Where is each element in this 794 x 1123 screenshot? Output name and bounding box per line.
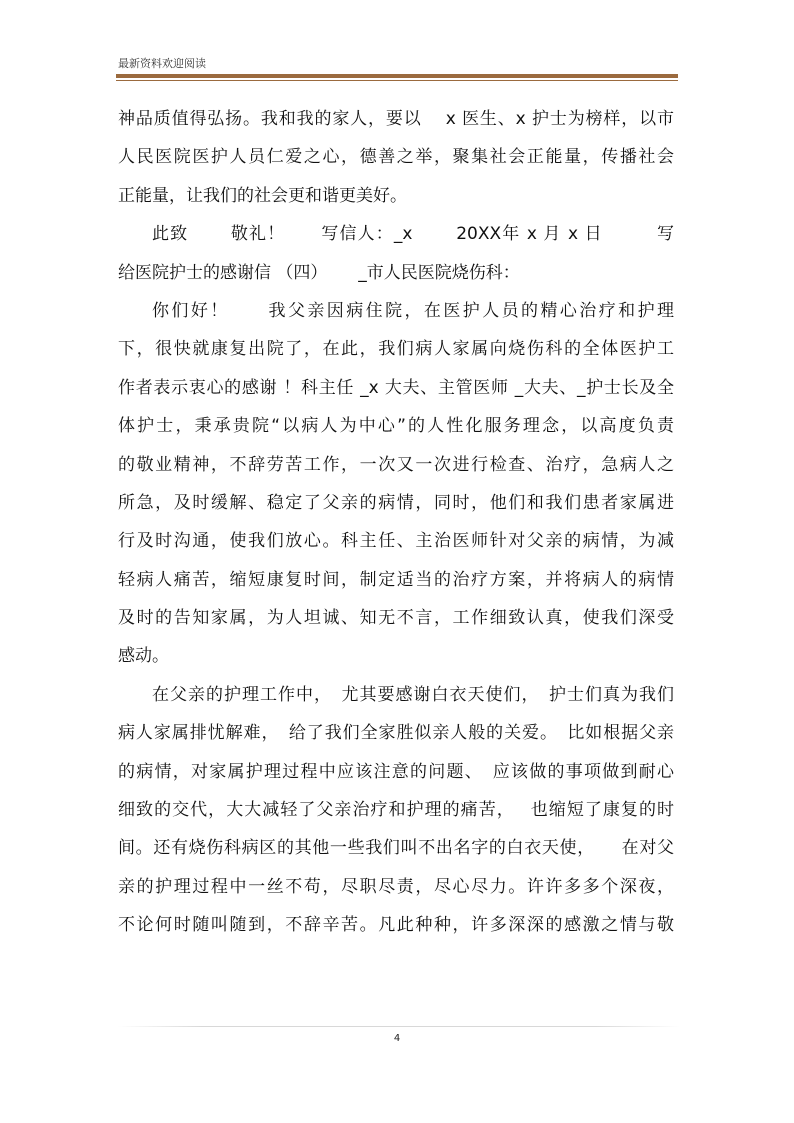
- text-line: 不论何时随叫随到，不辞辛苦。凡此种种，许多深深的感激之情与敬: [118, 915, 674, 936]
- text-line: 的敬业精神，不辞劳苦工作，一次又一次进行检查、治疗，急病人之: [118, 454, 674, 475]
- page-number: 4: [393, 1033, 401, 1044]
- body-text: [118, 100, 674, 945]
- text-line: 神品质值得弘扬。我和我的家人，要以 x 医生、x 护士为榜样，以市: [118, 109, 674, 129]
- text-line: 此致 敬礼！ 写信人：_x 20XX年 x 月 x 日 写: [152, 224, 674, 245]
- text-line: 病人家属排忧解难， 给了我们全家胜似亲人般的关爱。 比如根据父亲: [118, 723, 674, 744]
- text-line: 所急，及时缓解、稳定了父亲的病情，同时，他们和我们患者家属进: [118, 492, 674, 513]
- text-line: 作者表示衷心的感谢 ！科主任 _x 大夫、主管医师 _大夫、_护士长及全: [118, 377, 674, 398]
- text-line: 的病情，对家属护理过程中应该注意的问题、 应该做的事项做到耐心: [118, 761, 674, 782]
- text-line: 你们好！ 我父亲因病住院，在医护人员的精心治疗和护理: [152, 300, 674, 321]
- text-line: 行及时沟通，使我们放心。科主任、主治医师针对父亲的病情，为减: [118, 531, 674, 552]
- text-line: 正能量，让我们的社会更和谐更美好。: [118, 185, 407, 206]
- text-line: 亲的护理过程中一丝不苟，尽职尽责，尽心尽力。许许多多个深夜，: [118, 876, 674, 897]
- text-line: 感动。: [118, 646, 169, 667]
- text-line: 体护士，秉承贵院“以病人为中心”的人性化服务理念，以高度负责: [118, 416, 674, 437]
- text-line: 给医院护士的感谢信 （四） _市人民医院烧伤科：: [118, 262, 520, 283]
- text-line: 下，很快就康复出院了，在此，我们病人家属向烧伤科的全体医护工: [118, 339, 674, 360]
- text-line: 人民医院医护人员仁爱之心，德善之举，聚集社会正能量，传播社会: [118, 147, 674, 168]
- text-line: 及时的告知家属，为人坦诚、知无不言，工作细致认真，使我们深受: [118, 608, 674, 629]
- header-rule-thick: [116, 74, 678, 78]
- text-line: 间。还有烧伤科病区的其他一些我们叫不出名字的白衣天使， 在对父: [118, 838, 674, 859]
- text-line: 在父亲的护理工作中， 尤其要感谢白衣天使们， 护士们真为我们: [152, 684, 674, 705]
- header-rule-thin: [116, 80, 678, 81]
- text-line: 细致的交代，大大减轻了父亲治疗和护理的痛苦， 也缩短了康复的时: [118, 800, 674, 821]
- text-line: 轻病人痛苦，缩短康复时间，制定适当的治疗方案，并将病人的病情: [118, 569, 674, 590]
- footer-rule: [118, 1026, 680, 1027]
- header-text: 最新资料欢迎阅读: [118, 57, 206, 70]
